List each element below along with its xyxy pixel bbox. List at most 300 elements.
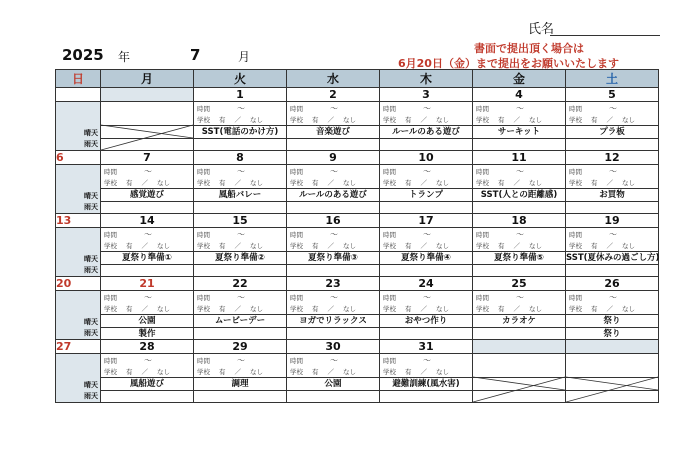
school-no[interactable]: なし [343, 242, 356, 250]
day-cell[interactable] [380, 291, 473, 340]
rainy-activity [101, 201, 193, 214]
sunny-activity: 公園 [101, 314, 193, 328]
sunday-body [56, 354, 101, 403]
school-no[interactable]: なし [529, 305, 542, 313]
school-slash: ／ [420, 242, 427, 250]
school-yes[interactable]: 有 [219, 116, 226, 124]
day-cell[interactable] [566, 291, 659, 340]
time-tilde: ～ [609, 230, 617, 239]
school-label: 学校 [383, 368, 396, 376]
weekday-tue: 火 [194, 70, 287, 88]
school-label: 学校 [104, 368, 117, 376]
day-cell[interactable] [473, 165, 566, 214]
school-no[interactable]: なし [529, 116, 542, 124]
rainy-activity [566, 201, 658, 214]
time-label: 時間 [104, 294, 117, 302]
date-row [56, 340, 659, 354]
blank-slash [566, 354, 658, 402]
sunday-date: 6 [56, 151, 101, 165]
school-label: 学校 [290, 116, 303, 124]
time-tilde: ～ [237, 293, 245, 302]
day-cell[interactable] [287, 228, 380, 277]
school-slash: ／ [606, 305, 613, 313]
day-date: 7 [101, 151, 194, 165]
school-yes[interactable]: 有 [219, 368, 226, 376]
month: 7 [190, 46, 201, 64]
day-cell[interactable] [287, 354, 380, 403]
rainy-activity [380, 201, 472, 214]
day-date: 24 [380, 277, 473, 291]
time-label: 時間 [197, 357, 210, 365]
school-no[interactable]: なし [343, 179, 356, 187]
rainy-activity [566, 138, 658, 151]
sunny-activity: ルールのある遊び [287, 188, 379, 202]
time-label: 時間 [290, 231, 303, 239]
day-cell[interactable] [101, 291, 194, 340]
school-no[interactable]: なし [529, 242, 542, 250]
sunday-body [56, 291, 101, 340]
sunny-label: 晴天 [84, 192, 98, 200]
time-label: 時間 [569, 105, 582, 113]
school-slash: ／ [141, 179, 148, 187]
weekday-sat: 土 [566, 70, 659, 88]
weekday-header-row [56, 70, 659, 88]
school-yes[interactable]: 有 [498, 242, 505, 250]
school-yes[interactable]: 有 [219, 305, 226, 313]
rainy-activity [287, 264, 379, 277]
school-slash: ／ [606, 242, 613, 250]
day-date: 18 [473, 214, 566, 228]
time-label: 時間 [197, 168, 210, 176]
day-cell[interactable] [473, 102, 566, 151]
rainy-activity [194, 201, 286, 214]
school-slash: ／ [420, 179, 427, 187]
school-no[interactable]: なし [343, 116, 356, 124]
school-label: 学校 [290, 242, 303, 250]
school-yes[interactable]: 有 [498, 305, 505, 313]
week-body-row [56, 291, 659, 340]
school-yes[interactable]: 有 [405, 116, 412, 124]
school-label: 学校 [383, 305, 396, 313]
day-cell[interactable] [473, 354, 566, 403]
school-slash: ／ [234, 179, 241, 187]
rainy-label: 雨天 [84, 392, 98, 400]
day-date: 14 [101, 214, 194, 228]
school-no[interactable]: なし [157, 368, 170, 376]
school-no[interactable]: なし [436, 368, 449, 376]
day-cell[interactable] [287, 291, 380, 340]
time-label: 時間 [197, 294, 210, 302]
sunny-activity: 夏祭り準備④ [380, 251, 472, 265]
day-date: 11 [473, 151, 566, 165]
day-cell[interactable] [566, 228, 659, 277]
year-unit: 年 [118, 50, 131, 64]
school-yes[interactable]: 有 [405, 368, 412, 376]
school-yes[interactable]: 有 [405, 179, 412, 187]
weekday-fri: 金 [473, 70, 566, 88]
sunny-activity: 夏祭り準備① [101, 251, 193, 265]
rainy-activity [473, 138, 565, 151]
time-tilde: ～ [423, 293, 431, 302]
day-cell[interactable] [287, 165, 380, 214]
rainy-activity [287, 201, 379, 214]
weekday-thu: 木 [380, 70, 473, 88]
school-slash: ／ [141, 242, 148, 250]
sunny-activity: おやつ作り [380, 314, 472, 328]
sunny-activity: 夏祭り準備② [194, 251, 286, 265]
school-no[interactable]: なし [250, 368, 263, 376]
school-yes[interactable]: 有 [312, 368, 319, 376]
day-date [101, 88, 194, 102]
day-date: 8 [194, 151, 287, 165]
school-yes[interactable]: 有 [498, 179, 505, 187]
rainy-activity [566, 264, 658, 277]
day-cell[interactable] [194, 228, 287, 277]
year: 2025 [62, 46, 104, 64]
school-yes[interactable]: 有 [312, 242, 319, 250]
time-tilde: ～ [423, 104, 431, 113]
time-tilde: ～ [237, 167, 245, 176]
rainy-label: 雨天 [84, 266, 98, 274]
school-no[interactable]: なし [436, 179, 449, 187]
sunny-activity: SST(人との距離感) [473, 188, 565, 202]
time-tilde: ～ [330, 230, 338, 239]
school-label: 学校 [569, 179, 582, 187]
school-slash: ／ [327, 368, 334, 376]
school-no[interactable]: なし [622, 179, 635, 187]
sunny-activity: カラオケ [473, 314, 565, 328]
school-label: 学校 [104, 179, 117, 187]
school-label: 学校 [290, 179, 303, 187]
blank-slash [101, 102, 193, 150]
time-tilde: ～ [423, 230, 431, 239]
sunny-activity: SST(電話のかけ方) [194, 125, 286, 139]
day-date: 26 [566, 277, 659, 291]
week-body-row [56, 165, 659, 214]
day-cell[interactable] [380, 165, 473, 214]
week-body-row [56, 228, 659, 277]
day-cell[interactable] [194, 102, 287, 151]
day-date: 4 [473, 88, 566, 102]
school-label: 学校 [197, 116, 210, 124]
school-yes[interactable]: 有 [126, 305, 133, 313]
school-label: 学校 [197, 305, 210, 313]
school-slash: ／ [420, 368, 427, 376]
sunday-date: 27 [56, 340, 101, 354]
school-label: 学校 [104, 242, 117, 250]
time-tilde: ～ [423, 167, 431, 176]
day-cell[interactable] [380, 228, 473, 277]
day-cell[interactable] [566, 102, 659, 151]
school-no[interactable]: なし [250, 116, 263, 124]
sunny-activity: 祭り [566, 314, 658, 328]
school-slash: ／ [513, 116, 520, 124]
school-label: 学校 [197, 242, 210, 250]
school-slash: ／ [420, 305, 427, 313]
rainy-activity [473, 264, 565, 277]
day-cell[interactable] [194, 354, 287, 403]
school-no[interactable]: なし [436, 242, 449, 250]
sunny-activity: 避難訓練(風水害) [380, 377, 472, 391]
school-yes[interactable]: 有 [126, 179, 133, 187]
sunday-date [56, 88, 101, 102]
time-tilde: ～ [609, 167, 617, 176]
school-yes[interactable]: 有 [591, 179, 598, 187]
school-yes[interactable]: 有 [591, 116, 598, 124]
weekday-sun: 日 [56, 70, 101, 88]
school-slash: ／ [234, 305, 241, 313]
date-row [56, 277, 659, 291]
sunday-date: 20 [56, 277, 101, 291]
day-date: 5 [566, 88, 659, 102]
school-label: 学校 [476, 242, 489, 250]
time-label: 時間 [383, 168, 396, 176]
rainy-activity [194, 138, 286, 151]
sunny-activity: 音楽遊び [287, 125, 379, 139]
sunny-activity: SST(夏休みの過ごし方) [566, 253, 660, 263]
sunny-activity: 風船遊び [101, 377, 193, 391]
school-yes[interactable]: 有 [312, 305, 319, 313]
weekday-mon: 月 [101, 70, 194, 88]
week-body-row [56, 102, 659, 151]
time-label: 時間 [290, 168, 303, 176]
day-date: 23 [287, 277, 380, 291]
school-slash: ／ [234, 242, 241, 250]
rainy-activity [287, 390, 379, 403]
school-yes[interactable]: 有 [405, 305, 412, 313]
sunny-activity: 感覚遊び [101, 188, 193, 202]
time-label: 時間 [290, 105, 303, 113]
rainy-label: 雨天 [84, 203, 98, 211]
rainy-activity [380, 327, 472, 340]
day-date: 28 [101, 340, 194, 354]
rainy-activity [473, 327, 565, 340]
school-yes[interactable]: 有 [498, 116, 505, 124]
day-date: 10 [380, 151, 473, 165]
school-slash: ／ [606, 179, 613, 187]
school-no[interactable]: なし [157, 305, 170, 313]
day-cell[interactable] [473, 228, 566, 277]
day-date [566, 340, 659, 354]
day-date: 9 [287, 151, 380, 165]
school-no[interactable]: なし [436, 305, 449, 313]
school-slash: ／ [234, 368, 241, 376]
sunny-label: 晴天 [84, 381, 98, 389]
week-body-row [56, 354, 659, 403]
school-no[interactable]: なし [250, 242, 263, 250]
rainy-activity [380, 390, 472, 403]
school-label: 学校 [383, 179, 396, 187]
day-cell[interactable] [566, 165, 659, 214]
time-label: 時間 [476, 105, 489, 113]
school-label: 学校 [290, 305, 303, 313]
day-date: 15 [194, 214, 287, 228]
sunday-body [56, 228, 101, 277]
day-date: 16 [287, 214, 380, 228]
time-tilde: ～ [144, 230, 152, 239]
date-row [56, 88, 659, 102]
sunday-body [56, 102, 101, 151]
day-cell[interactable] [101, 102, 194, 151]
rainy-activity [473, 201, 565, 214]
blank-slash [473, 354, 565, 402]
school-label: 学校 [476, 305, 489, 313]
school-yes[interactable]: 有 [312, 116, 319, 124]
rainy-activity [380, 138, 472, 151]
school-no[interactable]: なし [157, 242, 170, 250]
time-tilde: ～ [330, 104, 338, 113]
sunny-activity: ムービーデー [194, 314, 286, 328]
school-yes[interactable]: 有 [312, 179, 319, 187]
day-cell[interactable] [101, 354, 194, 403]
time-tilde: ～ [609, 104, 617, 113]
school-slash: ／ [327, 116, 334, 124]
school-no[interactable]: なし [529, 179, 542, 187]
day-date [473, 340, 566, 354]
day-date: 31 [380, 340, 473, 354]
submission-note-line2: 6月20日（金）まで提出をお願いいたします [398, 57, 619, 70]
time-label: 時間 [197, 231, 210, 239]
day-cell[interactable] [380, 354, 473, 403]
name-underline[interactable] [550, 35, 660, 36]
weekday-wed: 水 [287, 70, 380, 88]
sunny-activity: ヨガでリラックス [287, 314, 379, 328]
school-no[interactable]: なし [343, 368, 356, 376]
school-no[interactable]: なし [622, 305, 635, 313]
school-yes[interactable]: 有 [219, 242, 226, 250]
school-no[interactable]: なし [250, 179, 263, 187]
time-tilde: ～ [516, 167, 524, 176]
day-cell[interactable] [473, 291, 566, 340]
date-row [56, 214, 659, 228]
time-label: 時間 [383, 294, 396, 302]
day-date: 2 [287, 88, 380, 102]
rainy-label: 雨天 [84, 140, 98, 148]
school-no[interactable]: なし [343, 305, 356, 313]
day-date: 21 [101, 277, 194, 291]
school-slash: ／ [327, 242, 334, 250]
school-label: 学校 [569, 242, 582, 250]
time-label: 時間 [383, 231, 396, 239]
time-tilde: ～ [516, 293, 524, 302]
time-tilde: ～ [144, 293, 152, 302]
day-date: 12 [566, 151, 659, 165]
day-date: 1 [194, 88, 287, 102]
school-slash: ／ [141, 305, 148, 313]
sunny-activity: サーキット [473, 125, 565, 139]
school-slash: ／ [513, 179, 520, 187]
time-tilde: ～ [237, 230, 245, 239]
rainy-activity [194, 327, 286, 340]
school-slash: ／ [513, 305, 520, 313]
name-label: 氏名 [528, 22, 555, 37]
school-yes[interactable]: 有 [591, 242, 598, 250]
day-cell[interactable] [194, 165, 287, 214]
time-label: 時間 [290, 294, 303, 302]
school-no[interactable]: なし [157, 179, 170, 187]
day-date: 30 [287, 340, 380, 354]
school-label: 学校 [476, 179, 489, 187]
day-cell[interactable] [101, 228, 194, 277]
day-cell[interactable] [287, 102, 380, 151]
school-label: 学校 [197, 368, 210, 376]
rainy-activity [380, 264, 472, 277]
sunny-activity: 夏祭り準備⑤ [473, 251, 565, 265]
submission-note-line1: 書面で提出頂く場合は [474, 42, 584, 55]
sunny-activity: お買物 [566, 188, 658, 202]
school-label: 学校 [290, 368, 303, 376]
sunny-activity: 公園 [287, 377, 379, 391]
day-cell[interactable] [194, 291, 287, 340]
rainy-activity [287, 138, 379, 151]
calendar-table [55, 69, 659, 403]
month-unit: 月 [238, 50, 251, 64]
day-date: 3 [380, 88, 473, 102]
rainy-activity [101, 264, 193, 277]
time-tilde: ～ [237, 356, 245, 365]
school-yes[interactable]: 有 [126, 242, 133, 250]
time-label: 時間 [104, 231, 117, 239]
school-yes[interactable]: 有 [219, 179, 226, 187]
school-slash: ／ [606, 116, 613, 124]
rainy-activity [194, 390, 286, 403]
school-no[interactable]: なし [622, 242, 635, 250]
day-date: 25 [473, 277, 566, 291]
sunny-activity: 夏祭り準備③ [287, 251, 379, 265]
rainy-activity: 祭り [566, 327, 658, 340]
school-slash: ／ [327, 305, 334, 313]
rainy-activity [194, 264, 286, 277]
school-yes[interactable]: 有 [126, 368, 133, 376]
time-label: 時間 [197, 105, 210, 113]
school-no[interactable]: なし [436, 116, 449, 124]
school-label: 学校 [569, 116, 582, 124]
sunny-label: 晴天 [84, 255, 98, 263]
day-cell[interactable] [566, 354, 659, 403]
school-slash: ／ [234, 116, 241, 124]
time-tilde: ～ [330, 167, 338, 176]
school-label: 学校 [569, 305, 582, 313]
time-tilde: ～ [423, 356, 431, 365]
time-label: 時間 [104, 168, 117, 176]
school-label: 学校 [197, 179, 210, 187]
time-tilde: ～ [237, 104, 245, 113]
sunday-date: 13 [56, 214, 101, 228]
school-no[interactable]: なし [250, 305, 263, 313]
sunny-activity: プラ板 [566, 125, 658, 139]
time-tilde: ～ [330, 293, 338, 302]
rainy-activity [101, 390, 193, 403]
school-label: 学校 [383, 242, 396, 250]
time-label: 時間 [476, 231, 489, 239]
sunny-activity: 風船バレー [194, 188, 286, 202]
school-slash: ／ [420, 116, 427, 124]
day-date: 29 [194, 340, 287, 354]
day-cell[interactable] [380, 102, 473, 151]
date-row [56, 151, 659, 165]
time-label: 時間 [569, 168, 582, 176]
time-tilde: ～ [330, 356, 338, 365]
school-no[interactable]: なし [622, 116, 635, 124]
rainy-activity [287, 327, 379, 340]
day-cell[interactable] [101, 165, 194, 214]
sunny-activity: ルールのある遊び [380, 125, 472, 139]
school-yes[interactable]: 有 [405, 242, 412, 250]
school-label: 学校 [476, 116, 489, 124]
school-yes[interactable]: 有 [591, 305, 598, 313]
time-tilde: ～ [516, 104, 524, 113]
rainy-activity: 製作 [101, 327, 193, 340]
